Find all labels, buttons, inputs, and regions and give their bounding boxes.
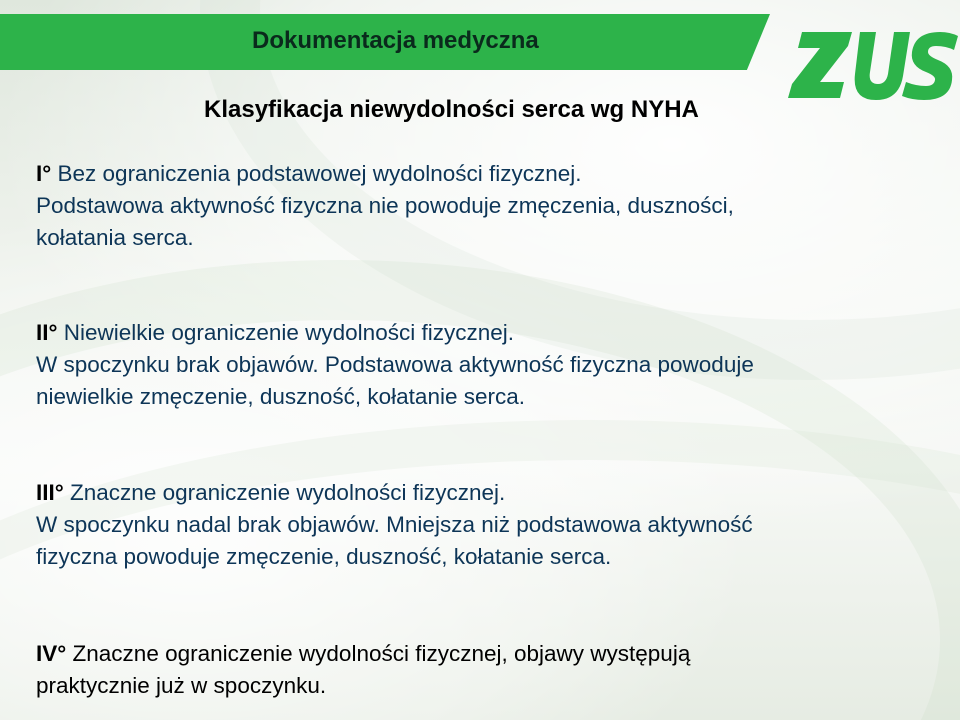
class-numeral: IV° (36, 641, 67, 666)
class-heading: Bez ograniczenia podstawowej wydolności fizycznej. (57, 161, 582, 186)
subtitle: Klasyfikacja niewydolności serca wg NYHA (204, 96, 699, 123)
logo-letter-z (788, 32, 852, 98)
header-title: Dokumentacja medyczna (252, 27, 539, 54)
class-description-line: W spoczynku nadal brak objawów. Mniejsza niż podstawowa aktywność (36, 512, 753, 537)
class-heading: Niewielkie ograniczenie wydolności fizycznej. (63, 320, 514, 345)
class-heading: Znaczne ograniczenie wydolności fizycznej, objawy występują (72, 641, 691, 666)
class-description-line: praktycznie już w spoczynku. (36, 673, 327, 698)
nyha-class-1 (36, 158, 916, 254)
zus-logo (780, 12, 960, 112)
class-heading-line (36, 477, 916, 509)
class-heading-line (36, 317, 916, 349)
nyha-class-3 (36, 477, 916, 573)
class-numeral: III° (36, 480, 64, 505)
class-numeral: II° (36, 320, 58, 345)
class-description-line: Podstawowa aktywność fizyczna nie powoduje zmęczenia, duszności, (36, 193, 734, 218)
class-heading-line (36, 638, 916, 670)
class-description-line: kołatania serca. (36, 225, 194, 250)
logo-letter-u (855, 32, 910, 100)
logo-letter-s (902, 32, 958, 100)
class-description-line: niewielkie zmęczenie, duszność, kołatanie serca. (36, 384, 525, 409)
class-description-line: fizyczna powoduje zmęczenie, duszność, kołatanie serca. (36, 544, 612, 569)
nyha-class-4 (36, 638, 916, 702)
class-numeral: I° (36, 161, 52, 186)
class-description-line: W spoczynku brak objawów. Podstawowa aktywność fizyczna powoduje (36, 352, 754, 377)
class-heading-line (36, 158, 916, 190)
nyha-class-2 (36, 317, 916, 413)
class-heading: Znaczne ograniczenie wydolności fizycznej. (70, 480, 506, 505)
